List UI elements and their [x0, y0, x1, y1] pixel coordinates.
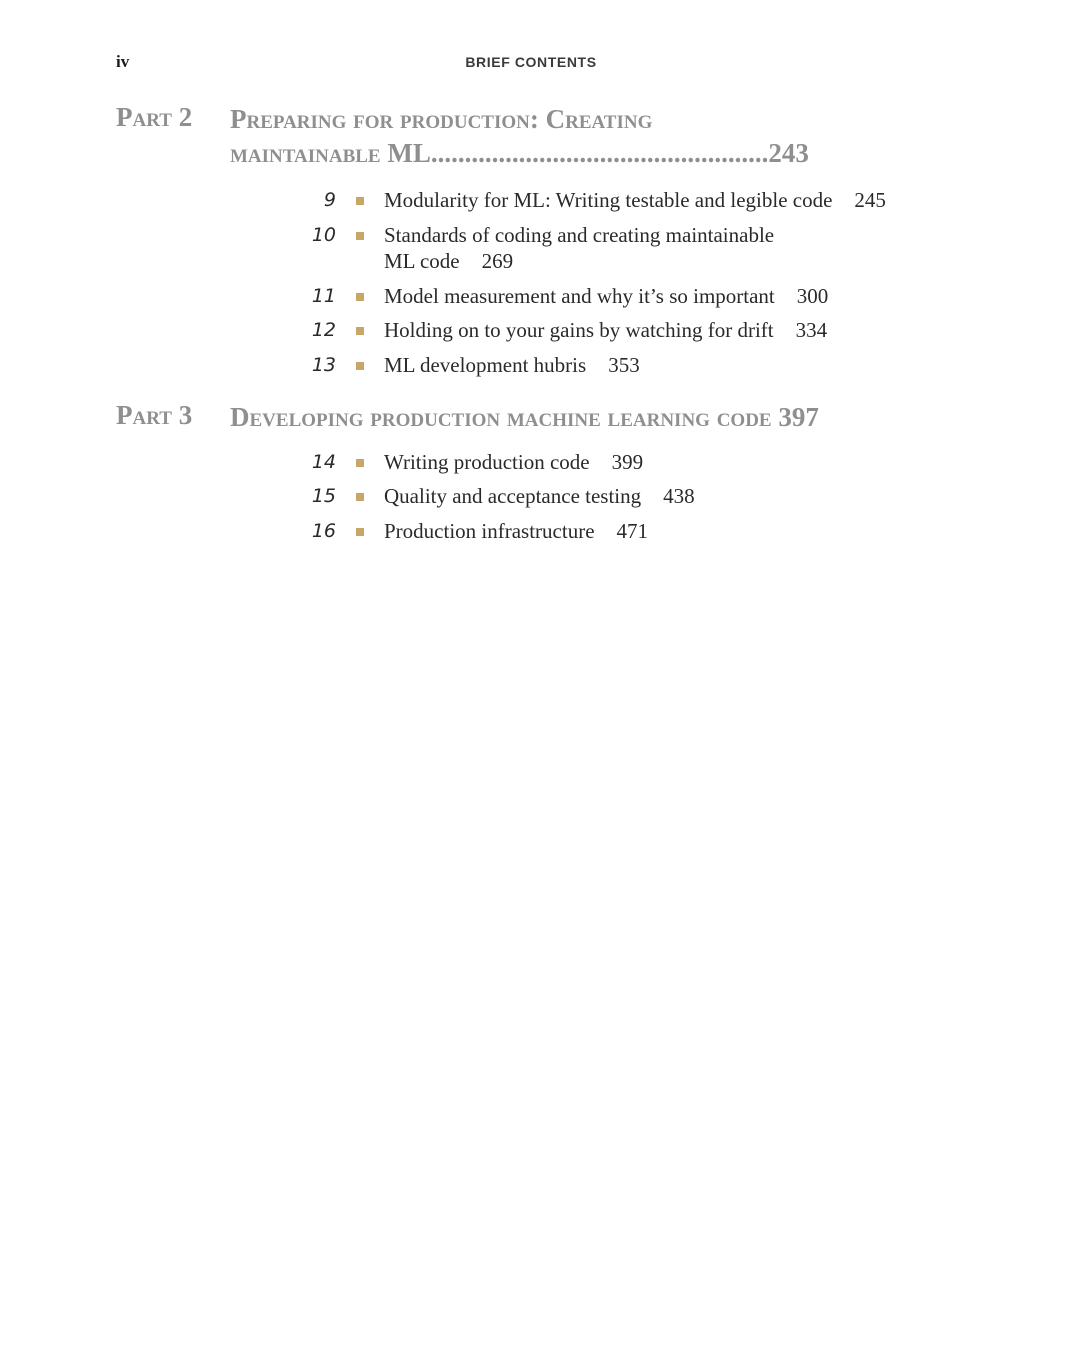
chapter-title-text: ML development hubris [384, 353, 587, 377]
chapter-page-number: 399 [611, 450, 644, 474]
chapter-number: 16 [311, 520, 336, 542]
chapter-title-text: Writing production code [384, 450, 590, 474]
chapter-page-number: 471 [616, 519, 649, 543]
chapter-title [384, 483, 695, 509]
chapter-title-text: Holding on to your gains by watching for drift [384, 318, 774, 342]
square-bullet-icon [356, 459, 364, 467]
chapter-title [384, 449, 643, 475]
chapter-number: 12 [311, 319, 336, 341]
chapter-title [384, 518, 648, 544]
part-title-line1: Preparing for production: Creating [230, 104, 653, 134]
square-bullet-icon [356, 362, 364, 370]
chapter-number: 14 [311, 451, 336, 473]
square-bullet-icon [356, 232, 364, 240]
part-page-number: 243 [768, 138, 809, 168]
dot-leader: .................................................. [430, 138, 769, 168]
square-bullet-icon [356, 197, 364, 205]
chapter-number: 11 [311, 285, 336, 307]
part-page-number: 397 [778, 402, 819, 432]
running-head: BRIEF CONTENTS [465, 54, 597, 70]
part-label: Part 2 [116, 102, 193, 132]
square-bullet-icon [356, 327, 364, 335]
chapter-number: 9 [323, 189, 336, 211]
chapter-page-number: 438 [663, 484, 695, 508]
chapter-title-text: Production infrastructure [384, 519, 595, 543]
chapter-page-number: 269 [481, 249, 514, 273]
chapter-page-number: 300 [796, 284, 829, 308]
square-bullet-icon [356, 493, 364, 501]
chapter-title-text: Quality and acceptance testing [384, 484, 642, 508]
chapter-page-number: 334 [795, 318, 828, 342]
chapter-title-text: Model measurement and why it’s so important [384, 284, 775, 308]
part-title [230, 102, 809, 170]
chapter-title [384, 352, 640, 378]
page-number: iv [116, 52, 130, 71]
square-bullet-icon [356, 528, 364, 536]
chapter-number: 13 [311, 354, 336, 376]
chapter-number: 10 [311, 224, 336, 246]
part-title-line2-text: maintainable ML [230, 138, 431, 168]
chapter-title [384, 187, 886, 213]
square-bullet-icon [356, 293, 364, 301]
chapter-title-text: Modularity for ML: Writing testable and legible code [384, 188, 833, 212]
chapter-title [384, 283, 828, 309]
part-label: Part 3 [116, 400, 193, 430]
chapter-page-number: 353 [608, 353, 640, 377]
chapter-title-wrap: ML code [384, 249, 460, 273]
part-title-line1: Developing production machine learning code [230, 402, 772, 432]
chapter-title-text: Standards of coding and creating maintainable [384, 223, 775, 247]
part-title-line2 [230, 136, 809, 170]
chapter-title [384, 317, 827, 343]
chapter-number: 15 [311, 485, 336, 507]
part-title [230, 400, 819, 434]
chapter-title [384, 222, 774, 274]
chapter-page-number: 245 [854, 188, 886, 212]
